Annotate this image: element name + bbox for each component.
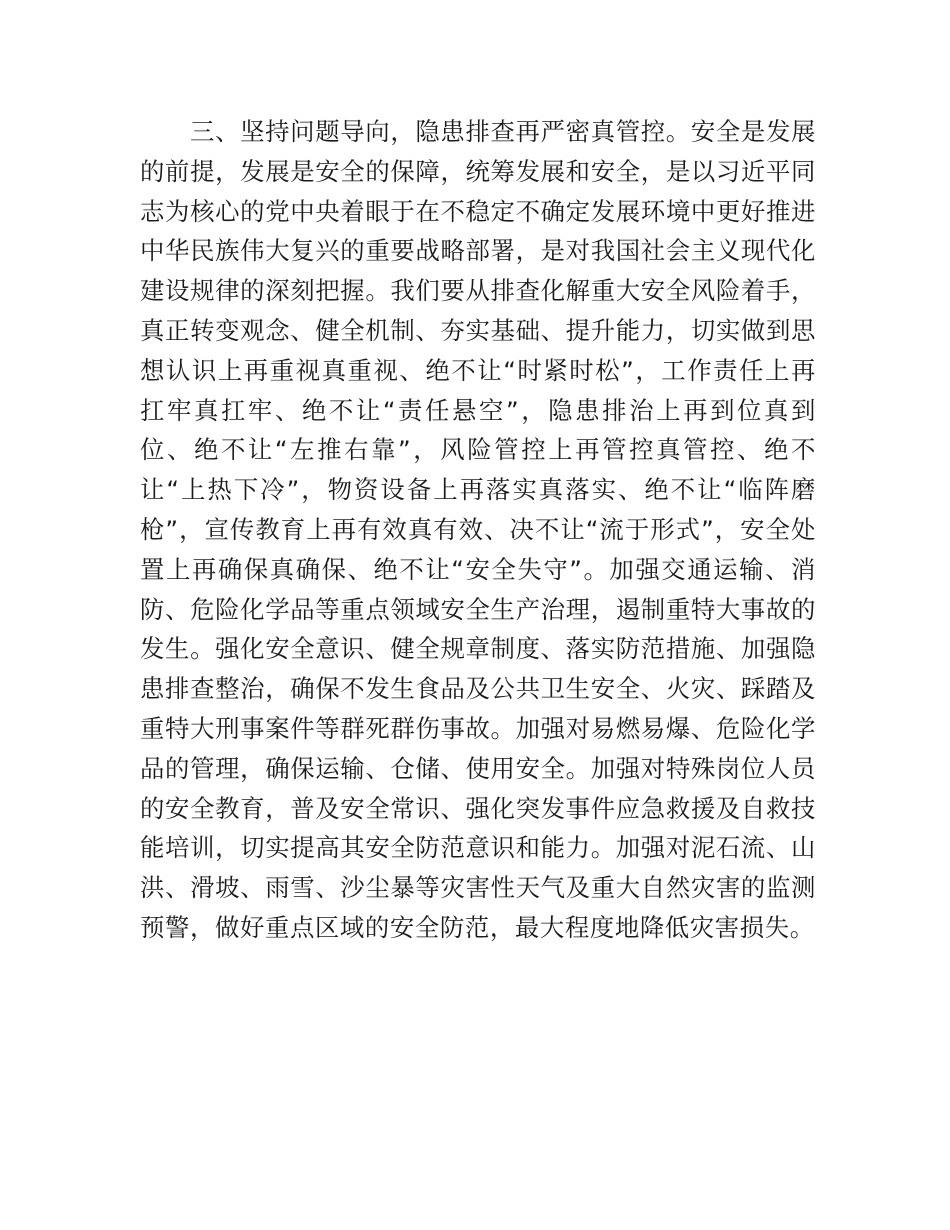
paragraph-line-10: 让“上热下冷”，物资设备上再落实真落实、绝不让“临阵磨	[140, 475, 816, 505]
paragraph-line-19: 能培训，切实提高其安全防范意识和能力。加强对泥石流、山	[140, 833, 816, 863]
paragraph-line-12: 置上再确保真确保、绝不让“安全失守”。加强交通运输、消	[140, 554, 816, 584]
paragraph-line-13: 防、危险化学品等重点领域安全生产治理，遏制重特大事故的	[140, 594, 816, 624]
paragraph-line-9: 位、绝不让“左推右靠”，风险管控上再管控真管控、绝不	[140, 435, 816, 465]
paragraph-line-11: 枪”，宣传教育上再有效真有效、决不让“流于形式”，安全处	[140, 514, 816, 544]
paragraph-line-21: 预警，做好重点区域的安全防范，最大程度地降低灾害损失。	[140, 912, 815, 942]
paragraph-line-17: 品的管理，确保运输、仓储、使用安全。加强对特殊岗位人员	[140, 753, 816, 783]
paragraph-line-14: 发生。强化安全意识、健全规章制度、落实防范措施、加强隐	[140, 634, 816, 664]
paragraph-line-20: 洪、滑坡、雨雪、沙尘暴等灾害性天气及重大自然灾害的监测	[140, 873, 816, 903]
paragraph-line-5: 建设规律的深刻把握。我们要从排查化解重大安全风险着手，	[140, 276, 816, 306]
paragraph-line-16: 重特大刑事案件等群死群伤事故。加强对易燃易爆、危险化学	[140, 713, 816, 743]
paragraph-line-4: 中华民族伟大复兴的重要战略部署，是对我国社会主义现代化	[140, 236, 816, 266]
paragraph-line-15: 患排查整治，确保不发生食品及公共卫生安全、火灾、踩踏及	[140, 674, 816, 704]
paragraph-line-6: 真正转变观念、健全机制、夯实基础、提升能力，切实做到思	[140, 315, 816, 345]
paragraph-line-7: 想认识上再重视真重视、绝不让“时紧时松”，工作责任上再	[140, 355, 816, 385]
paragraph-line-18: 的安全教育，普及安全常识、强化突发事件应急救援及自救技	[140, 793, 816, 823]
paragraph-line-3: 志为核心的党中央着眼于在不稳定不确定发展环境中更好推进	[140, 196, 816, 226]
paragraph-line-1: 三、坚持问题导向，隐患排查再严密真管控。安全是发展	[190, 117, 816, 146]
paragraph-line-2: 的前提，发展是安全的保障，统筹发展和安全，是以习近平同	[140, 156, 816, 186]
paragraph-line-8: 扛牢真扛牢、绝不让“责任悬空”，隐患排治上再到位真到	[140, 395, 816, 425]
body-paragraph	[140, 112, 816, 948]
